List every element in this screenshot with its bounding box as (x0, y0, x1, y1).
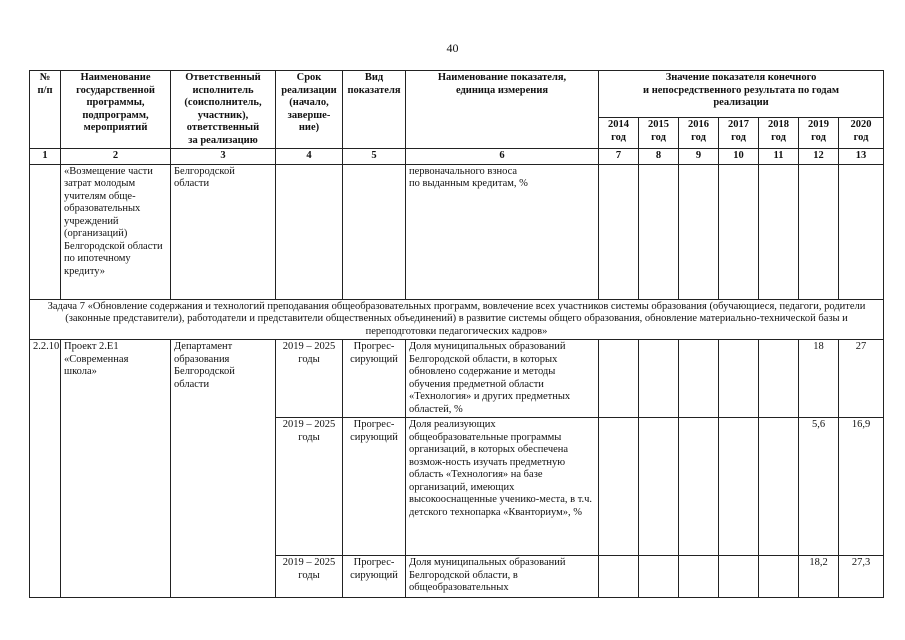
value-cell (719, 340, 759, 418)
column-number: 4 (276, 149, 343, 165)
header-year-2020: 2020 год (839, 118, 884, 149)
header-year-2017: 2017 год (719, 118, 759, 149)
continuation-program-name: «Возмещение части затрат молодым учителям обще-образовательных учреждений (организаций) Белгородской области по ипотечному кредиту» (61, 164, 171, 299)
continuation-type (343, 164, 406, 299)
task-row (30, 299, 884, 340)
value-cell (839, 164, 884, 299)
header-year-2014: 2014 год (599, 118, 639, 149)
column-number: 8 (639, 149, 679, 165)
continuation-indicator: первоначального взноса по выданным кредитам, % (406, 164, 599, 299)
value-cell (759, 164, 799, 299)
value-cell (799, 164, 839, 299)
indicator-type: Прогрес- сирующий (343, 418, 406, 556)
value-cell (639, 556, 679, 598)
indicator-type: Прогрес- сирующий (343, 556, 406, 598)
value-cell (759, 556, 799, 598)
value-2019: 18,2 (799, 556, 839, 598)
value-cell (679, 556, 719, 598)
continuation-executor: Белгородской области (171, 164, 276, 299)
header-number: № п/п (30, 71, 61, 149)
header-values-group: Значение показателя конечного и непосредственного результата по годам реализации (599, 71, 884, 118)
indicators-table (29, 70, 884, 598)
header-year-2015: 2015 год (639, 118, 679, 149)
continuation-number (30, 164, 61, 299)
column-number: 2 (61, 149, 171, 165)
column-number: 11 (759, 149, 799, 165)
column-number: 12 (799, 149, 839, 165)
continuation-period (276, 164, 343, 299)
column-number: 5 (343, 149, 406, 165)
value-cell (719, 556, 759, 598)
header-year-2016: 2016 год (679, 118, 719, 149)
value-cell (639, 164, 679, 299)
indicator-period: 2019 – 2025 годы (276, 418, 343, 556)
value-cell (599, 340, 639, 418)
task-7-heading: Задача 7 «Обновление содержания и технологий преподавания общеобразовательных программ, вовлечение всех участников системы образования (обучающиеся, педагоги, родители (законные представители), работодатели и представители общественных объединений) в развитие системы общего образования, обновление материально-технической базы и переподготовки педагогических кадров» (30, 299, 884, 340)
value-cell (599, 418, 639, 556)
indicator-text: Доля муниципальных образований Белгородской области, в общеобразовательных (406, 556, 599, 598)
indicator-type: Прогрес- сирующий (343, 340, 406, 418)
value-cell (679, 340, 719, 418)
value-2020: 16,9 (839, 418, 884, 556)
value-cell (599, 556, 639, 598)
column-number: 1 (30, 149, 61, 165)
value-2020: 27,3 (839, 556, 884, 598)
column-number: 13 (839, 149, 884, 165)
value-2020: 27 (839, 340, 884, 418)
indicator-text: Доля муниципальных образований Белгородской области, в которых обновлено содержание и методы обучения предметной области «Технология» и других предметных областей, % (406, 340, 599, 418)
continuation-row (30, 164, 884, 299)
header-executor: Ответственный исполнитель (соисполнитель, участник), ответственный за реализацию (171, 71, 276, 149)
value-cell (679, 418, 719, 556)
header-indicator-name: Наименование показателя, единица измерения (406, 71, 599, 149)
project-name: Проект 2.Е1 «Современная школа» (61, 340, 171, 598)
column-number: 6 (406, 149, 599, 165)
value-cell (679, 164, 719, 299)
column-number: 7 (599, 149, 639, 165)
indicator-period: 2019 – 2025 годы (276, 340, 343, 418)
value-cell (639, 418, 679, 556)
value-cell (719, 164, 759, 299)
header-program-name: Наименование государственной программы, подпрограмм, мероприятий (61, 71, 171, 149)
header-indicator-type: Вид показателя (343, 71, 406, 149)
value-cell (719, 418, 759, 556)
value-cell (599, 164, 639, 299)
project-number: 2.2.10 (30, 340, 61, 598)
header-year-2019: 2019 год (799, 118, 839, 149)
project-executor: Департамент образования Белгородской области (171, 340, 276, 598)
value-cell (639, 340, 679, 418)
value-cell (759, 340, 799, 418)
value-2019: 5,6 (799, 418, 839, 556)
column-number: 3 (171, 149, 276, 165)
indicator-row (30, 340, 884, 418)
column-numbers-row (30, 149, 884, 165)
page-number: 40 (446, 41, 459, 55)
header-row (30, 71, 884, 118)
header-year-2018: 2018 год (759, 118, 799, 149)
column-number: 9 (679, 149, 719, 165)
value-cell (759, 418, 799, 556)
value-2019: 18 (799, 340, 839, 418)
indicator-period: 2019 – 2025 годы (276, 556, 343, 598)
header-period: Срок реализации (начало, заверше- ние) (276, 71, 343, 149)
column-number: 10 (719, 149, 759, 165)
indicator-text: Доля реализующих общеобразовательные программы организаций, в которых обеспечена возмож-ность изучать предметную область «Технология» на базе организаций, имеющих высокооснащенные ученико-места, в т.ч. детского технопарка «Кванториум», % (406, 418, 599, 556)
